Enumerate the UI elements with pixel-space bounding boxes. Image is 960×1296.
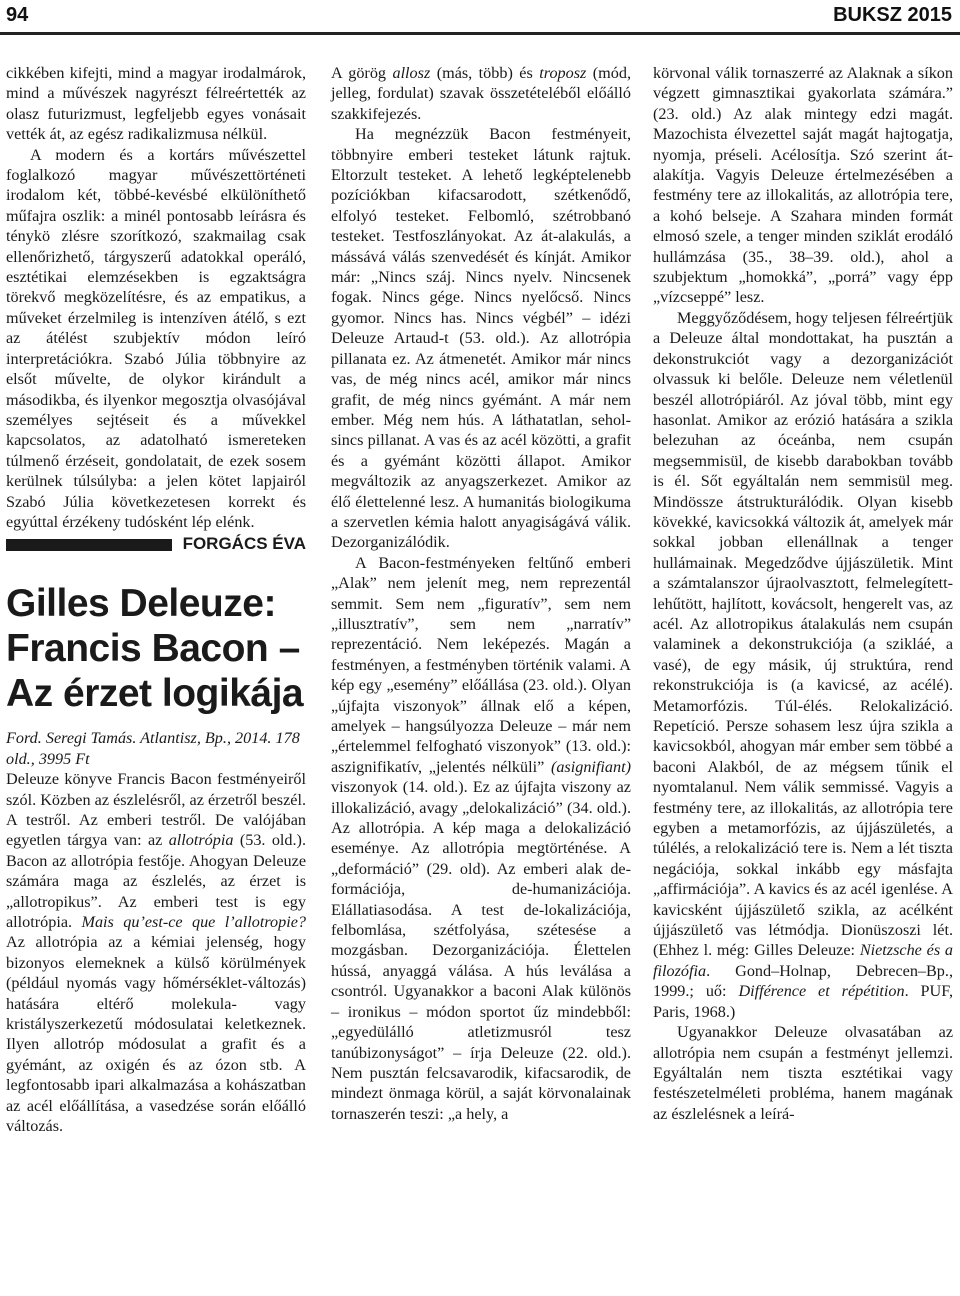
italic-run: allosz xyxy=(392,64,431,82)
page-number: 94 xyxy=(6,4,29,26)
journal-title: BUKSZ 2015 xyxy=(833,4,952,26)
italic-run: Différence et répétition xyxy=(738,982,905,1001)
page-header xyxy=(0,0,960,35)
column-3 xyxy=(653,63,953,1124)
text-run: (mód, jelleg, fordulat) szavak összetételéből előálló szakkifejezés. xyxy=(331,64,631,123)
byline-bar xyxy=(6,539,172,551)
italic-run: (asignifiant) xyxy=(550,757,631,776)
text-run: (53. old.). Bacon az allotrópia festője. Ahogyan Deleuze számára maga az észlelés, az érzet is „allotropikus”. Az emberi test is egy allotrópia. xyxy=(6,831,306,931)
text-run: (más, több) és xyxy=(430,64,540,82)
review-title: Gilles Deleuze: Francis Bacon – Az érzet logikája xyxy=(6,582,304,716)
text-run: . Gond–Holnap, Debrecen–Bp., 1999.; uő: xyxy=(653,961,953,1001)
text-run: . PUF, Paris, 1968.) xyxy=(653,982,953,1021)
paragraph xyxy=(331,63,631,124)
paragraph: A modern és a kortárs művészettel foglalkozó magyar művészettörténeti irodalom két, többé-kevésbé elkülöníthető műfajra oszlik: a minél pontosabb leírásra és ténykö zlésre szorítkozó, szakmailag csak ellenőrizhető, tárgyszerű adatokkal operáló, esztétikai elemzésekben is egzaktságra törekvő megközelítésre, és az empatikus, a műveket érzelmileg is intenzíven átélő, s ezt az átélést szubjektív módon leíró interpretációkra. Szabó Júlia többnyire az elsőt művelte, de olykor kirándult a másodikba, és ilyenkor megosztja olvasójával személyes sejtéseit és a művekkel kapcsolatos, az adatolható ismereteken túlmenő érzéseit, gondolatait, de ezek sosem kerülnek túlsúlyba: a jelen kötet lapjairól Szabó Júlia következetesen korrekt és egyúttal érzékeny tudósként lép elénk. xyxy=(6,145,306,531)
paragraph: Ha megnézzük Bacon festményeit, többnyire emberi testeket látunk rajtuk. Eltorzult testeket. A lehető legképtelenebb pozíciókban kifacsarodott, szétkenődő, elfolyó testeket. Felbomló, szétrobbanó testeket. Testfoszlányokat. Az át-alakulás, a mássává válás szenvedését és kínját. Amikor már: „Nincs száj. Nincs nyelv. Nincsenek fogak. Nincs gége. Nincs nyelőcső. Nincs gyomor. Nincs has. Nincs végbél” – idézi Deleuze Artaud-t (53. old.). Az allotrópia pillanata ez. Az átmenetét. Amikor már nincs vas, de még nincs acél, amikor már nincs grafit, de még nincs gyémánt. A már nem ember. Még nem hús. A láthatatlan, sehol-sincs pillanat. A vas és az acél közötti, a grafit és a gyémánt közötti állapot. Amikor megváltozik az anyagszerkezet. Amikor az élő élettelenné lesz. A humanitás biologikuma a szervetlen kémia halott anyagiságává válik. Dezorganizálódik. xyxy=(331,125,631,552)
text-run: A görög xyxy=(331,64,393,82)
author-byline: FORGÁCS ÉVA xyxy=(182,534,306,554)
byline-row xyxy=(6,533,306,555)
italic-run: allotrópia xyxy=(168,831,234,850)
column-2 xyxy=(331,63,631,1124)
paragraph: cikkében kifejti, mind a magyar irodalmárok, mind a művészek nagyrészt félreértették az olasz futurizmust, legfeljebb egyes vonásait vették át, az egész radikalizmusa nélkül. xyxy=(6,64,306,144)
text-run: Az allotrópia az a kémiai jelenség, hogy bizonyos elemeknek a külső körülmények (például nyomás vagy hőmérséklet-változás) hatására eltérő molekula- vagy kristályszerkezetű módosulatai keletkeznek. Ilyen allotróp módosulat a grafit és a gyémánt, az oxigén és az ózon stb. A legfontosabb ipari alkalmazása a kohászatban az acél előállítása, a vasedzése során előálló változás. xyxy=(6,933,306,1136)
column-1 xyxy=(6,63,306,1136)
text-run: Deleuze könyve Francis Bacon festményeiről szól. Közben az észlelésről, az érzetről beszél. A testről. Az emberi testről. De valójában egyetlen tárgya van: az xyxy=(6,770,306,850)
paragraph xyxy=(6,769,306,1136)
paragraph xyxy=(653,308,953,1022)
paragraph: körvonal válik tornaszerré az Alaknak a síkon végzett gimnasztikai gyakorlata számára.” (23. old.) Az alak mintegy edzi magát. Mazochista élvezettel saját magát hajtogatja, nyomja, préseli. Acélosítja. Szó szerint át-alakítja. Vagyis Deleuze értelmezésében a festmény tere az illokalitás, az allotrópia tere, a kohó belseje. A Szahara minden formát elmosó szele, a tenger minden sziklát erodáló hullámzása (35., 38–39. old.), ahol a szubjektum „homokká”, „porrá” vagy épp „vízcseppé” lesz. xyxy=(653,64,953,307)
paragraph xyxy=(331,553,631,1124)
text-run: Meggyőződésem, hogy teljesen félreértjük a Deleuze által mondottakat, ha pusztán a dekonstrukciót vagy a dezorganizációt olvassuk ki belőle. Deleuze nem véletlenül beszél allotrópiáról. Az jóval több, mint egy hasonlat. Amikor az erózió hatására a szikla belezuhan az óceánba, nem csupán megsemmisül, de kisebb darabokban tovább is él. Sőt egyáltalán nem semmisül meg. Mindössze átstrukturálódik. Olyan kisebb kövekké, kavicsokká változik át, amelyek már sokkal jobban ellenállnak a tenger hullámainak. Megedződve újjászületik. Mint a számtalanszor újraolvasztott, felmelegített-lehűtött, hajlított, kovácsolt, hengerelt vas, az acél. Az allotropikus átalakulás nem csupán valaminek a dekonstrukciója (a szikláé, a vasé), de egy másik, új struktúra, rend rekonstrukciója is (a kavicsé, az acélé). Metamorfózis. Túl-élés. Relokalizáció. Repetíció. Persze sohasem lesz újra szikla a kavicsokból, ahogyan már ember sem többé a baconi Alakból, de az mégsem tűnik el nyomtalanul. Nem válik semmissé. Vagyis a festmény tere, az illokalitás, az allotrópia tere egyben a metamorfózis, az újjászületés, a túlélés, a relokalizáció tere is. Nem a lét tiszta negációja, sokkal inkább egy másfajta „affirmációja”. A kavics és az acél igenlése. A kavicsként újjászülető szikla, az acélként újjászülető vas létmódja. Dionüszoszi lét. (Ehhez l. még: Gilles Deleuze: xyxy=(653,308,953,960)
review-meta: Ford. Seregi Tamás. Atlantisz, Bp., 2014. 178 old., 3995 Ft xyxy=(6,729,300,768)
italic-run: Mais qu’est-ce que l’allotropie? xyxy=(81,913,306,931)
text-run: viszonyok (14. old.). Ez az újfajta viszony az illokalizáció, avagy „delokalizáció” (34. old.). Az allotrópia. A kép maga a delokalizáció eseménye. Az allotrópia megtörténése. A „deformáció” (29. old). Az emberi alak de-formációja, de-humanizációja. Elállatiasodása. A test de-lokalizációja, felbomlása, szétfolyása, szétesése a mozgásban. Dezorganizációja. Élettelen hússá, anyaggá válása. A hús leválása a csontról. Ugyanakkor a baconi Alak különös – ironikus – módon sportot űz mindebből: „egyedülálló atletizmusról tesz tanúbizonyságot” – írja Deleuze (22. old.). Nem pusztán felcsavarodik, kifacsarodik, de mindezt önmaga körül, a saját körvonalainak tornaszerén teszi: „a hely, a xyxy=(331,778,631,1123)
italic-run: troposz xyxy=(539,64,587,82)
text-run: A Bacon-festményeken feltűnő emberi „Alak” nem jelenít meg, nem reprezentál semmit. Sem nem „figuratív”, sem nem „illusztratív”, sem nem „narratív” reprezentáció. Nem leképezés. Magán a festményen, a festményben történik valami. A kép egy „esemény” előállása (23. old.). Olyan „újfajta viszonyok” állnak elő a képen, amelyek – hangsúlyozza Deleuze – már nem „értelemmel felfogható viszonyok” (13. old.): aszignifikatív, „jelentés nélküli” xyxy=(331,553,631,776)
paragraph: Ugyanakkor Deleuze olvasatában az allotrópia nem csupán a festményt jellemzi. Egyáltalán nem tiszta esztétikai vagy festészetelméleti probléma, hanem magának az észlelésnek a leírá- xyxy=(653,1023,953,1123)
italic-run: Nietzsche és a filozófia xyxy=(653,941,953,980)
